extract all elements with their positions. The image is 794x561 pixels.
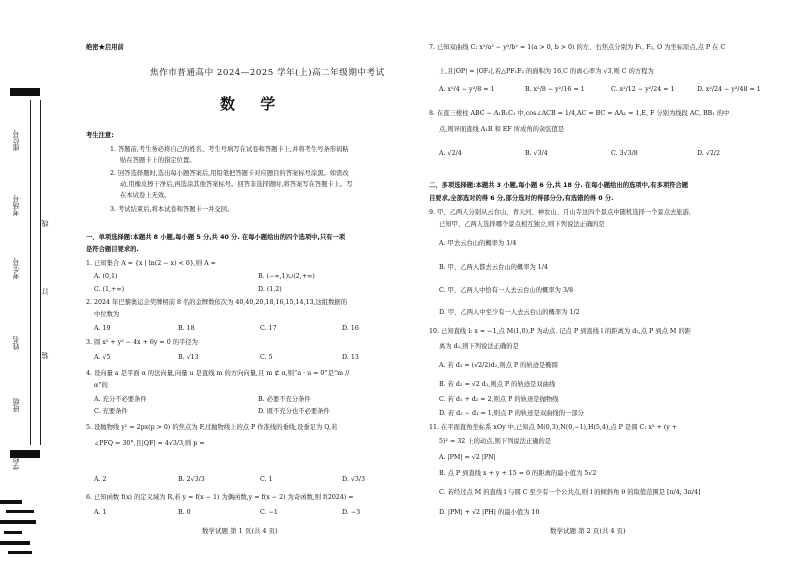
- binding-bar-6: [8, 551, 32, 554]
- student-number-label: 考生号: [12, 258, 20, 279]
- q8-option-b: B. √3/4: [525, 150, 548, 157]
- note-line-1: 1. 答题前,考生务必将自己的姓名、考生号填写在试卷和答题卡上,并将考生号条形码粘: [110, 146, 349, 153]
- binding-bar-top: [10, 88, 40, 96]
- exam-room-label: 考场号: [12, 195, 20, 216]
- q7-stem-2: 上,且|OP| = |OF₁|,若△PF₁F₂ 的面积为 16,C 的离心率为 √3,则 C 的方程为: [439, 68, 654, 75]
- q11-stem-2: 5)² = 32 上的动点,则下列说法正确的是: [439, 438, 552, 445]
- q7-option-c: C. x²/12 − y²/24 = 1: [611, 86, 675, 93]
- secret-mark: 绝密★启用前: [86, 44, 124, 51]
- q5-option-b: B. 2√3/3: [178, 476, 205, 483]
- q2-stem-2: 中位数为: [94, 311, 120, 318]
- q11-option-d: D. |PM| + √2 |PH| 的最小值为 10: [439, 509, 540, 516]
- q8-option-a: A. √2/4: [439, 150, 462, 157]
- q3-stem: 3. 圆 x² + y² − 4x + 6y = 0 的半径为: [86, 339, 198, 346]
- q6-option-d: D. −3: [342, 509, 361, 516]
- q8-stem-2: 点,则异面直线 A₁B 和 EF 所成角的余弦值是: [439, 126, 565, 133]
- q5-stem-1: 5. 设抛物线 y² = 2px(p > 0) 的焦点为 F,过抛物线上的点 P 作准线的垂线,设垂足为 Q,若: [86, 424, 338, 431]
- q2-option-d: D. 16: [342, 325, 359, 332]
- q1-option-b: B. (−∞,1)∪(2,+∞): [258, 273, 315, 280]
- q10-option-c: C. 若 d₁ + d₂ = 2,则点 P 的轨迹是抛物线: [439, 396, 559, 403]
- q8-stem-1: 8. 在直三棱柱 ABC − A₁B₁C₁ 中,cos∠ACB = 1/4,AC = BC = AA₁ = 1,E, F 分别为线段 AC, BB₁ 的中: [429, 110, 730, 117]
- binding-strip: [0, 0, 58, 561]
- q1-stem: 1. 已知集合 A = {x | ln(2 − x) < 0},则 A =: [86, 260, 216, 267]
- name-label: 姓名: [12, 336, 20, 350]
- q6-stem: 6. 已知函数 f(x) 的定义域为 R,若 y = f(x − 1) 为偶函数,y = f(x − 2) 为奇函数,则 f(2024) =: [86, 494, 354, 501]
- q5-option-d: D. √3/3: [342, 476, 365, 483]
- page-right: [425, 0, 785, 561]
- q4-stem-2: α”的: [94, 382, 108, 389]
- q10-stem-2: 离为 d₂,则下列说法正确的是: [439, 343, 519, 350]
- section1-heading-1: 一、单项选择题:本题共 8 小题,每小题 5 分,共 40 分. 在每小题给出的四个选项中,只有一项: [86, 234, 346, 241]
- q9-option-c: C. 甲、乙两人中恰有一人去云台山的概率为 3/8: [439, 287, 574, 294]
- q9-stem-1: 9. 甲、乙两人分别从云台山、青天河、神农山、月山寺这四个景点中随机选择一个景点去旅游,: [429, 209, 691, 216]
- note-line-2: 贴在答题卡上的指定位置。: [120, 157, 196, 164]
- exam-title: 焦作市普通高中 2024—2025 学年(上)高二年级期中考试: [150, 68, 385, 78]
- page-footer-right: 数学试题 第 2 页(共 4 页): [550, 527, 626, 535]
- section1-heading-2: 是符合题目要求的.: [86, 246, 139, 253]
- q10-option-d: D. 若 d₂ − d₁ = 1,则点 P 的轨迹是双曲线的一部分: [439, 410, 584, 417]
- q7-stem-1: 7. 已知双曲线 C: x²/a² − y²/b² = 1(a > 0, b > 0) 的左、右焦点分别为 F₁, F₂, O 为坐标原点,点 P 在 C: [429, 44, 726, 51]
- q10-stem-1: 10. 已知直线 l: x = −1,点 M(1,0),P 为动点. 记点 P 到直线 l 的距离为 d₁,点 P 到点 M 的距: [429, 328, 691, 335]
- q10-option-b: B. 若 d₂ = √2 d₁,则点 P 的轨迹是双曲线: [439, 381, 556, 388]
- q5-option-a: A. 2: [94, 476, 107, 483]
- seat-number-label: 座位号: [12, 130, 20, 151]
- note-line-3: 2. 回答选择题时,选出每小题答案后,用铅笔把答题卡对应题目的答案标号涂黑。如需改: [110, 170, 349, 177]
- q9-option-d: D. 甲、乙两人中至少有一人去云台山的概率为 1/2: [439, 309, 580, 316]
- q1-option-a: A. (0,1): [94, 273, 118, 280]
- q2-option-b: B. 18: [178, 325, 195, 332]
- q5-option-c: C. 1: [260, 476, 273, 483]
- binding-bar-2: [6, 510, 34, 513]
- q10-option-a: A. 若 d₁ = (√2/2)d₂,则点 P 的轨迹是椭圆: [439, 362, 558, 369]
- note-line-6: 3. 考试结束后,将本试卷和答题卡一并交回。: [110, 206, 234, 213]
- q4-option-b: B. 必要不充分条件: [258, 396, 311, 403]
- class-label: 班级: [12, 398, 20, 412]
- q2-option-a: A. 19: [94, 325, 111, 332]
- cut-mark-bind: 订: [41, 288, 49, 295]
- q6-option-c: C. −1: [260, 509, 278, 516]
- cut-mark-seal: 装: [41, 352, 49, 359]
- q3-option-c: C. 5: [260, 354, 273, 361]
- q11-option-c: C. 若经过点 M 的直线 l 与圆 C 至少有一个公共点,则 l 的倾斜角 θ 的取值范围是 [π/4, 3π/4]: [439, 489, 701, 496]
- q5-stem-2: ∠PFQ = 30°,且|QF| = 4√3/3,则 p =: [94, 440, 205, 447]
- q7-option-a: A. x²/4 − y²/8 = 1: [439, 86, 495, 93]
- q4-option-c: C. 充要条件: [94, 408, 128, 415]
- section2-heading-1: 二、多项选择题:本题共 3 小题,每小题 6 分,共 18 分. 在每小题给出的选项中,有多项符合题: [429, 182, 689, 189]
- q9-option-a: A. 甲去云台山的概率为 1/4: [439, 240, 517, 247]
- q9-option-b: B. 甲、乙两人都去云台山的概率为 1/4: [439, 264, 548, 271]
- q11-option-a: A. |PM| = √2 |PN|: [439, 454, 496, 461]
- notes-heading: 考生注意:: [86, 132, 114, 139]
- q9-stem-2: 已知甲、乙两人选择哪个景点相互独立,则下列说法正确的是: [439, 221, 605, 228]
- q8-option-c: C. 3√3/8: [611, 150, 638, 157]
- page-left: [80, 0, 415, 561]
- q4-option-d: D. 既不充分也不必要条件: [258, 408, 330, 415]
- note-line-4: 动,用橡皮擦干净后,再选涂其他答案标号。回答非选择题时,将答案写在答题卡上。写: [120, 181, 353, 188]
- q6-option-a: A. 1: [94, 509, 107, 516]
- q4-option-a: A. 充分不必要条件: [94, 396, 147, 403]
- binding-bar-4: [4, 531, 22, 534]
- binding-rule-right: [40, 100, 41, 445]
- q3-option-b: B. √13: [178, 354, 199, 361]
- q3-option-d: D. 13: [342, 354, 359, 361]
- binding-bar-3: [0, 520, 36, 524]
- q4-stem-1: 4. 设向量 a 是平面 α 的法向量,向量 u 是直线 m 的方向向量,且 m ⊄ α,则“a · u = 0”是“m //: [86, 370, 350, 377]
- binding-bar-1: [0, 500, 22, 504]
- subject-title: 数 学: [220, 95, 286, 113]
- binding-rule-left: [30, 100, 31, 445]
- q8-option-d: D. √2/2: [697, 150, 720, 157]
- q2-option-c: C. 17: [260, 325, 277, 332]
- q7-option-d: D. x²/24 − y²/48 = 1: [697, 86, 761, 93]
- q11-stem-1: 11. 在平面直角坐标系 xOy 中,已知点 M(0,3),N(0,−1),H(5,4),点 P 是圆 C: x² + (y +: [429, 424, 678, 431]
- section2-heading-2: 目要求,全部选对的得 6 分,部分选对的得部分分,有选错的得 0 分.: [429, 195, 614, 202]
- page-footer-left: 数学试题 第 1 页(共 4 页): [202, 527, 278, 535]
- q7-option-b: B. x²/8 − y²/16 = 1: [525, 86, 585, 93]
- q2-stem-1: 2. 2024 年巴黎奥运会奖牌榜前 8 名的金牌数依次为 40,40,20,18,16,15,14,13,这组数据的: [86, 299, 347, 306]
- cut-mark-line: 线: [41, 220, 49, 227]
- q11-option-b: B. 点 P 到直线 x + y + 15 = 0 的距离的最小值为 5√2: [439, 470, 597, 477]
- q6-option-b: B. 0: [178, 509, 191, 516]
- school-label: 学校: [12, 456, 20, 470]
- binding-bar-5: [0, 541, 30, 545]
- note-line-5: 在本试卷上无效。: [120, 192, 171, 199]
- q1-option-d: D. (1,2): [258, 286, 282, 293]
- q1-option-c: C. (1,+∞): [94, 286, 125, 293]
- q3-option-a: A. √5: [94, 354, 111, 361]
